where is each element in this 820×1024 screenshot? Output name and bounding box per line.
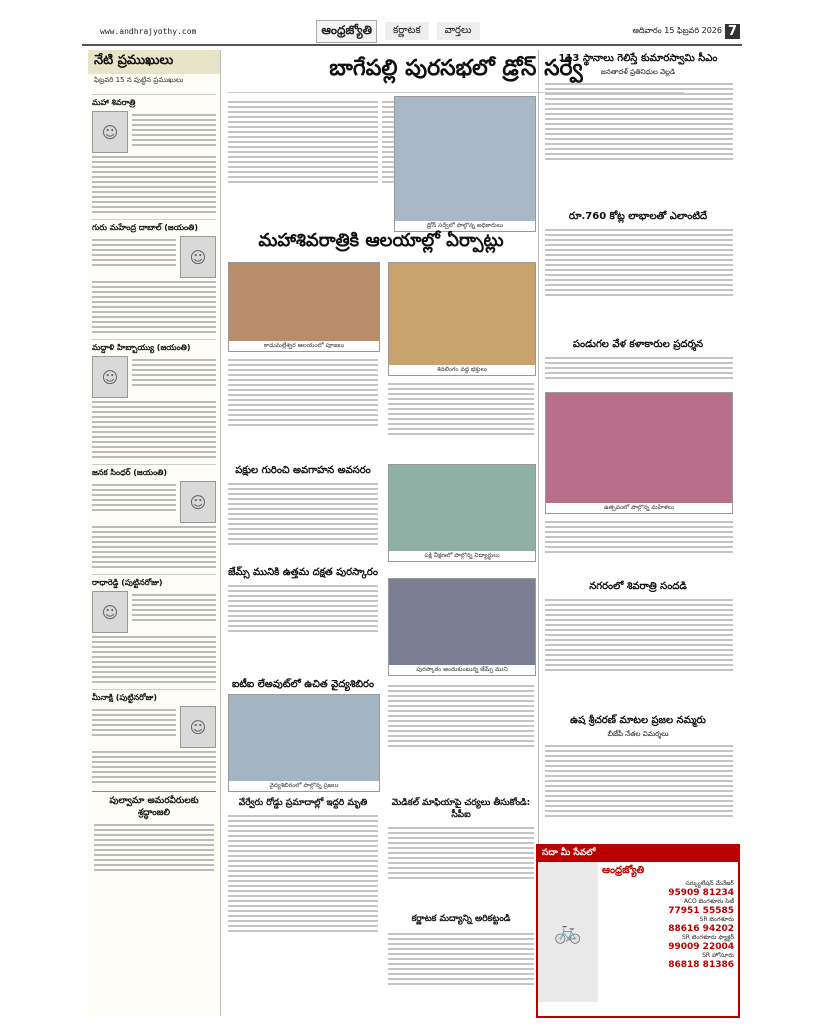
article-text <box>228 98 378 186</box>
section-headline: ఐటీఐ లేఅవుట్‌లో ఉచిత వైద్యశిబిరం <box>231 679 375 690</box>
section-label: కర్ణాటక <box>385 22 429 40</box>
birthday-title: గురు మహేంద్ర దాబాల్‌ (జయంతి) <box>92 223 198 232</box>
portrait-image: ☺ <box>92 356 128 398</box>
main-headline: బాగేపల్లి పురసభలో డ్రోన్ సర్వే <box>228 50 684 93</box>
section-headline: జేమ్స్ మునికి ఉత్తమ దక్షత పురస్కారం <box>228 567 378 578</box>
article-text <box>228 480 378 548</box>
photo-caption: డ్రోన్ సర్వేలో పాల్గొన్న అధికారులు <box>395 221 535 231</box>
birthday-title: జనక సింధర్ (జయంతి) <box>92 468 168 477</box>
birthday-item <box>92 339 216 458</box>
birthday-item <box>92 689 216 783</box>
ad-contact[interactable]: SR బెంగళూరు ఫ్యాక్టర్ 99009 22004 <box>668 934 734 952</box>
left-bottom-headline: పుల్వామా అమరవీరులకు శ్రద్ధాంజలి <box>92 791 216 820</box>
section-subheadline: బీజేపీ నేతల విమర్శలు <box>607 730 669 738</box>
article-text <box>545 354 733 382</box>
photo-caption: వైద్యశిబిరంలో పాల్గొన్న ప్రజలు <box>229 781 379 791</box>
bicycle-icon: 🚲 <box>538 862 598 1002</box>
section-headline: మెడికల్ మాఫియాపై చర్యలు తీసుకోండి: సీపీఐ <box>391 798 531 820</box>
birthday-item <box>92 94 216 213</box>
newspaper-page <box>82 18 742 1018</box>
section-headline: పక్షుల గురించి అవగాహన అవసరం <box>235 465 371 476</box>
section-headline: కర్ణాటక మద్యాన్ని అరికట్టండి <box>411 914 511 924</box>
photo-caption: ఉత్సవంలో పాల్గొన్న మహిళలు <box>546 503 732 513</box>
article-text <box>228 582 378 635</box>
drone-survey-photo <box>394 96 536 232</box>
portrait-image: ☺ <box>180 706 216 748</box>
section-headline: మహాశివరాత్రికి ఆలయాల్లో ఏర్పాట్లు <box>258 230 504 251</box>
subscription-ad[interactable] <box>536 844 740 1018</box>
left-column <box>88 50 221 1016</box>
article-text <box>545 596 733 674</box>
portrait-image: ☺ <box>180 236 216 278</box>
article-text <box>388 930 534 988</box>
birthday-title: రాధారెడ్డి (పుట్టినరోజు) <box>92 578 163 587</box>
birthday-item <box>92 574 216 683</box>
left-column-subtitle: ఫిబ్రవరి 15 న పుట్టిన ప్రముఖులు <box>94 76 184 84</box>
temple-photo <box>228 262 380 352</box>
article-text <box>388 380 534 438</box>
ad-brand: ఆంధ్రజ్యోతి <box>602 865 645 876</box>
photo-caption: పురస్కారం అందుకుంటున్న జేమ్స్ ముని <box>389 665 535 675</box>
article-text <box>228 356 378 429</box>
left-column-title: నేటి ప్రముఖులు <box>88 50 220 74</box>
article-text <box>545 742 733 820</box>
section-subheadline: జనతాదళ్ ప్రతినిధుల వెల్లడి <box>600 68 676 76</box>
photo-caption: పక్షి వీక్షణలో పాల్గొన్న విద్యార్థులు <box>389 551 535 561</box>
birthday-item <box>92 464 216 568</box>
article-text <box>545 518 733 556</box>
photo-caption: కాడుమల్లేశ్వర ఆలయంలో పూజలు <box>229 341 379 351</box>
section-headline: ఉష శ్రీచరణ్ మాటల ప్రజల నమ్మరు <box>570 715 706 726</box>
portrait-image: ☺ <box>92 591 128 633</box>
birthday-item <box>92 219 216 333</box>
shivalinga-photo <box>388 262 536 376</box>
section-headline: వేర్వేరు రోడ్డు ప్రమాదాల్లో ఇద్దరి మృతి <box>238 798 368 808</box>
issue-date: ఆదివారం 15 ఫిబ్రవరి 2026 <box>632 25 722 35</box>
site-url[interactable]: www.andhrajyothy.com <box>100 26 197 36</box>
section-headline: 113 స్థానాలు గెలిస్తే కుమారస్వామి సీఎం <box>558 53 718 64</box>
festival-photo <box>545 392 733 514</box>
award-photo <box>388 578 536 676</box>
masthead-bar <box>82 18 742 46</box>
birdwatch-photo <box>388 464 536 562</box>
article-text <box>545 80 733 163</box>
portrait-image: ☺ <box>92 111 128 153</box>
article-text <box>228 812 378 935</box>
photo-caption: శివలింగం వద్ద భక్తులు <box>389 365 535 375</box>
portrait-image: ☺ <box>180 481 216 523</box>
medical-camp-photo <box>228 694 380 792</box>
birthday-title: మహా శివరాత్రి <box>92 98 136 107</box>
section-headline: పండుగల వేళ కళాకారుల ప్రదర్శన <box>572 339 704 350</box>
ad-contact[interactable]: SR బెంగళూరు 88616 94202 <box>668 916 734 934</box>
ad-contact[interactable]: ACO బెంగళూరు సిటీ 77951 55585 <box>668 898 734 916</box>
article-text <box>388 682 534 750</box>
ad-title: సదా మీ సేవలో <box>538 846 738 862</box>
ad-contact[interactable]: సర్క్యులేషన్ మేనేజర్ 95909 81234 <box>668 880 734 898</box>
section-headline: నగరంలో శివరాత్రి సందడి <box>589 581 687 592</box>
article-text <box>545 226 733 299</box>
birthday-title: మీనాక్షి (పుట్టినరోజు) <box>92 693 157 702</box>
birthday-title: మద్దాళి హిబ్బాయ్యు (జయంతి) <box>92 343 191 352</box>
masthead-logo: ఆంధ్రజ్యోతి <box>316 20 377 43</box>
section-label-2: వార్తలు <box>437 22 480 40</box>
ad-contact[interactable]: SR హోసూరు 86818 81386 <box>668 952 734 970</box>
section-headline: రూ.760 కోట్ల లాభాలతో ఎలాంటిదే <box>568 211 708 222</box>
article-text <box>388 824 534 882</box>
page-number: 7 <box>725 24 740 39</box>
